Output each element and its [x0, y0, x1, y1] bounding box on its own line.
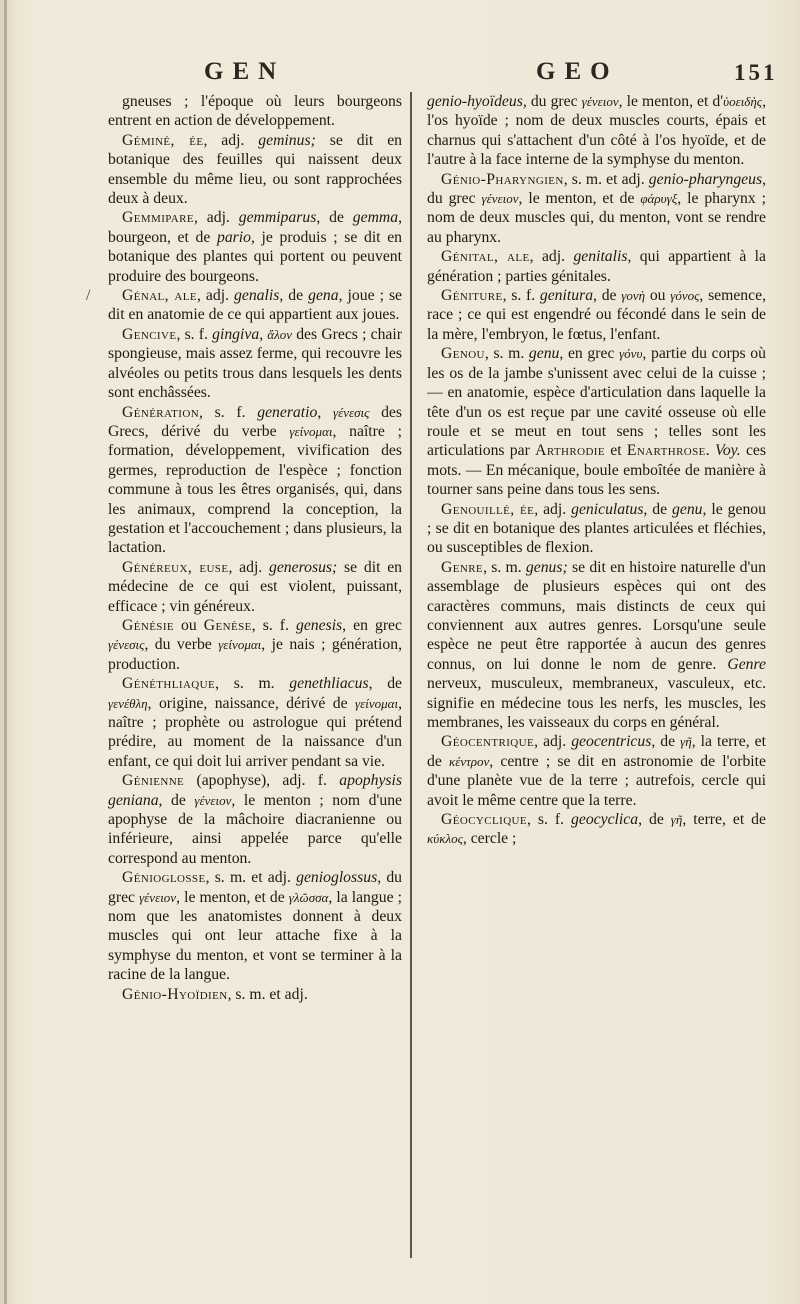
dictionary-entry [108, 985, 402, 1004]
greek-term: κύκλος [427, 831, 463, 847]
greek-term: ἄλον [267, 326, 293, 342]
dictionary-entry [108, 286, 402, 325]
entry-headword: Généthliaque [122, 675, 216, 693]
entry-text: , [259, 325, 268, 343]
entry-text: (apophyse), adj. f. [184, 772, 340, 790]
margin-annotation-mark: / [86, 287, 91, 304]
header-left-guide-word: GEN [204, 58, 286, 85]
dictionary-entry [108, 131, 402, 209]
dictionary-entry [427, 92, 766, 170]
entry-text: , bourgeon, et de [108, 209, 402, 246]
entry-text: , je nais ; génération, production. [108, 636, 402, 673]
greek-term: γένειον [481, 191, 519, 207]
entry-text: se dit en médecine de ce qui est violent, puissant, efficace ; vin généreux. [108, 558, 402, 615]
greek-term: γένειον [581, 94, 619, 109]
dictionary-entry [108, 558, 402, 616]
latin-term: gingiva [212, 325, 260, 343]
binding-gutter [4, 0, 7, 1304]
latin-term: genu [672, 500, 703, 518]
entry-text: , le menton, et d' [618, 93, 724, 110]
dictionary-entry [427, 286, 766, 344]
latin-term: apophysis geniana [108, 772, 402, 809]
latin-term: Voy. [714, 442, 741, 460]
entry-text: , de [638, 811, 671, 829]
entry-text: , du verbe [144, 636, 219, 654]
entry-headword: Génienne [122, 772, 185, 790]
entry-text: , le genou ; se dit en botanique des plantes articulées et fléchies, ou susceptibles de flexion. [427, 500, 766, 557]
entry-text: , naître ; formation, développement, vivification des germes, reproduction de l'espèce ; fonction commune à tous les êtres organisés, qui, dans les animaux, comprend la conception, la gestation et l'accouchement ; dans plusieurs, la lactation. [108, 422, 402, 557]
entry-text: , du grec [522, 93, 582, 110]
latin-term: genio-hyoïdeus [427, 93, 523, 110]
entry-text: ou [174, 616, 204, 634]
entry-text: , s. m. et adj. [205, 869, 297, 887]
dictionary-entry [108, 868, 402, 984]
entry-headword: Géminé, ée [122, 131, 204, 149]
latin-term: generatio [257, 403, 318, 421]
entry-text: , de [593, 287, 622, 305]
latin-term: Genre [727, 655, 766, 673]
entry-headword: Génio-Pharyngien [441, 170, 564, 188]
latin-term: gemmiparus [238, 209, 317, 227]
entry-text: et [605, 442, 627, 460]
dictionary-entry [108, 771, 402, 868]
dictionary-entry [108, 674, 402, 771]
entry-headword: Genouillé, ée [441, 500, 535, 518]
entry-headword: Généreux, euse [122, 558, 229, 576]
entry-text: , partie du corps où les os de la jambe s'unissent avec celui de la cuisse ; — en anatomie, espèce d'articulation dans laquelle la tête d'un os est reçue par une cavité osseuse où elle roule et se meut en tout sens ; telles sont les articulations par [427, 345, 766, 460]
entry-text: , de [158, 791, 195, 809]
entry-text: ces mots. — En mécanique, boule emboîtée de manière à tourner sans peine dans tous les sens. [427, 442, 766, 499]
entry-text: , origine, naissance, dérivé de [147, 694, 355, 712]
greek-term: γένειον [139, 889, 177, 905]
entry-headword: Génal, ale [122, 287, 197, 305]
greek-term: κέντρον [448, 753, 490, 769]
entry-text: , naître ; prophète ou astrologue qui prétend prédire, au moment de la naissance d'un enfant, ce qui doit lui arriver pendant sa vie. [108, 694, 402, 770]
greek-term: γείνομαι [354, 695, 399, 711]
entry-text: , l'os hyoïde ; nom de deux muscles courts, épais et charnus qui s'attachent d'un côté à l'os hyoïde, et de l'autre à la face interne de la symphyse du menton. [427, 93, 766, 169]
entry-text: , adj. [196, 287, 235, 305]
entry-text: . [705, 442, 715, 460]
header-right-guide-word: GEO [536, 58, 619, 85]
entry-text: , la langue ; nom que les anatomistes donnent à deux muscles qui ont leur attache fixe à la symphyse du menton, et vont se terminer à la racine de la langue. [108, 888, 402, 984]
latin-term: genioglossus [296, 869, 378, 887]
entry-text: , en grec [342, 616, 402, 634]
entry-text: gneuses ; l'époque où leurs bourgeons entrent en action de développement. [108, 93, 402, 130]
entry-text: se dit en botanique des feuilles qui naissent deux ensemble du même lieu, ou sont rapprochées deux à deux. [108, 131, 402, 208]
entry-text: , adj. [228, 558, 269, 576]
latin-term: geocyclica [571, 811, 639, 829]
latin-term: genesis [295, 616, 343, 634]
entry-text: , la terre, et de [427, 733, 766, 770]
entry-headword: Arthrodie [535, 442, 605, 460]
greek-term: φάρυγξ [640, 191, 678, 207]
dictionary-entry [427, 558, 766, 733]
latin-term: geminus; [258, 131, 316, 149]
entry-text: , semence, race ; ce qui est engendré ou fécondé dans le sein de la mère, l'embryon, le fœtus, l'enfant. [427, 287, 766, 343]
entry-text: , s. m. [483, 558, 526, 576]
greek-term: γένεσις [332, 404, 370, 420]
entry-text: , s. f. [251, 616, 296, 634]
left-column [108, 92, 402, 1272]
dictionary-entry [108, 208, 402, 286]
latin-term: genitalis [573, 248, 628, 266]
entry-text: , cercle ; [462, 830, 517, 848]
entry-text: , le pharynx ; nom de deux muscles qui, du menton, vont se rendre au pharynx. [427, 190, 766, 246]
greek-term: γῆ [680, 734, 692, 750]
latin-term: genu [528, 345, 560, 363]
latin-term: genus; [525, 558, 568, 576]
entry-text: , de [316, 209, 353, 227]
greek-term: γένεσις [108, 637, 145, 653]
entry-headword: Géniture [441, 287, 503, 305]
greek-term: γόνος [670, 288, 700, 304]
latin-term: genio-pharyngeus [648, 170, 763, 188]
latin-term: genalis [234, 287, 280, 305]
greek-term: γῆ [670, 812, 683, 828]
entry-text: , le menton, et de [176, 888, 289, 906]
entry-text: , s. m. et adj. [227, 985, 308, 1003]
greek-term: γείνομαι [218, 637, 262, 653]
latin-term: pario [216, 228, 251, 246]
greek-term: γόνυ [619, 346, 643, 362]
latin-term: geocentricus [571, 733, 652, 751]
latin-term: gemma [352, 209, 399, 227]
entry-headword: Géocentrique [441, 733, 535, 751]
entry-text: , le menton, et de [518, 190, 641, 208]
entry-text: des Grecs ; chair spongieuse, mais assez ferme, qui recouvre les alvéoles ou petits trous dans lesquels les dents sont enchâssées. [108, 325, 402, 402]
greek-term: γενέθλη [108, 695, 148, 711]
greek-term: ὑοειδὴς [723, 94, 763, 109]
entry-headword: Genre [441, 558, 484, 576]
page-number: 151 [734, 60, 778, 85]
dictionary-entry [427, 810, 766, 849]
entry-text: , adj. [534, 500, 572, 518]
entry-text: , de [368, 675, 402, 693]
entry-text: , qui appartient à la génération ; parties génitales. [427, 248, 766, 285]
entry-headword: Gencive [122, 325, 177, 343]
entry-text: se dit en histoire naturelle d'un assemblage de plusieurs espèces qui ont des caractères communs, mais distincts de ceux qui conviennent aux autres genres. Lorsqu'une seule espèce ne peut être rapportée à aucun des genres connus, on lui donne le nom de genre. [427, 558, 766, 673]
entry-text: , de [651, 733, 681, 751]
entry-text: , du grec [427, 170, 766, 208]
entry-text: , joue ; se dit en anatomie de ce qui appartient aux joues. [108, 287, 402, 324]
dictionary-entry [108, 403, 402, 558]
greek-term: γείνομαι [289, 423, 333, 439]
entry-text: , adj. [203, 131, 259, 149]
entry-text: , s. m. [484, 345, 529, 363]
entry-headword: Genèse [203, 616, 252, 634]
entry-text: des Grecs, dérivé du verbe [108, 403, 402, 440]
latin-term: generosus; [269, 558, 338, 576]
entry-headword: Gemmipare [122, 209, 194, 227]
entry-text: , centre ; se dit en astronomie de l'orbite d'une planète vue de la terre ; autrefois, cercle qui avoit le même centre que la terre. [427, 752, 766, 809]
entry-text: , terre, et de [682, 811, 766, 829]
entry-headword: Géocyclique [441, 811, 527, 829]
entry-text: , s. f. [527, 811, 572, 829]
dictionary-entry [427, 732, 766, 810]
greek-term: γένειον [194, 792, 232, 808]
entry-headword: Enarthrose [626, 442, 706, 460]
entry-text: , s. f. [176, 325, 213, 343]
latin-term: gena [308, 287, 339, 305]
running-header [0, 58, 800, 94]
dictionary-entry [427, 170, 766, 248]
latin-term: geniculatus [571, 500, 644, 518]
entry-text: , de [279, 287, 309, 305]
entry-text: , adj. [534, 733, 572, 751]
greek-term: γονὴ [621, 288, 646, 304]
entry-text: , adj. [193, 209, 239, 227]
column-divider [410, 92, 412, 1258]
entry-text: , [317, 403, 333, 421]
entry-text: nerveux, musculeux, membraneux, vasculeux, etc. signifie en médecine tous les nerfs, les muscles, les membranes, les vaisseaux du corps en général. [427, 675, 766, 731]
dictionary-entry [427, 500, 766, 558]
entry-text: , du grec [108, 869, 402, 906]
entry-text: , en grec [559, 345, 620, 363]
entry-text: , je produis ; se dit en botanique des plantes qui portent ou peuvent produire des bourgeons. [108, 228, 402, 285]
entry-headword: Génération [122, 403, 200, 421]
entry-text: , de [643, 500, 673, 518]
latin-term: genitura [539, 287, 594, 305]
entry-text: , adj. [529, 248, 574, 266]
entry-headword: Génioglosse [122, 869, 206, 887]
dictionary-entry [427, 344, 766, 499]
dictionary-entry [108, 92, 402, 131]
entry-text: , s. f. [199, 403, 258, 421]
entry-headword: Génital, ale [441, 248, 530, 266]
entry-headword: Génésie [122, 616, 175, 634]
latin-term: genethliacus [289, 675, 369, 693]
dictionary-entry [427, 247, 766, 286]
entry-text: , le menton ; nom d'une apophyse de la mâchoire diacranienne ou inférieure, ainsi appelée parce qu'elle correspond au menton. [108, 791, 402, 867]
entry-text: , s. f. [502, 287, 540, 305]
dictionary-entry [108, 616, 402, 674]
entry-headword: Génio-Hyoïdien [122, 985, 228, 1003]
right-column [427, 92, 766, 1272]
entry-text: , s. m. et adj. [563, 170, 649, 188]
entry-text: , s. m. [215, 675, 290, 693]
dictionary-entry [108, 325, 402, 403]
entry-text: ou [645, 287, 671, 305]
entry-headword: Genou [441, 345, 485, 363]
greek-term: γλῶσσα [288, 889, 329, 905]
